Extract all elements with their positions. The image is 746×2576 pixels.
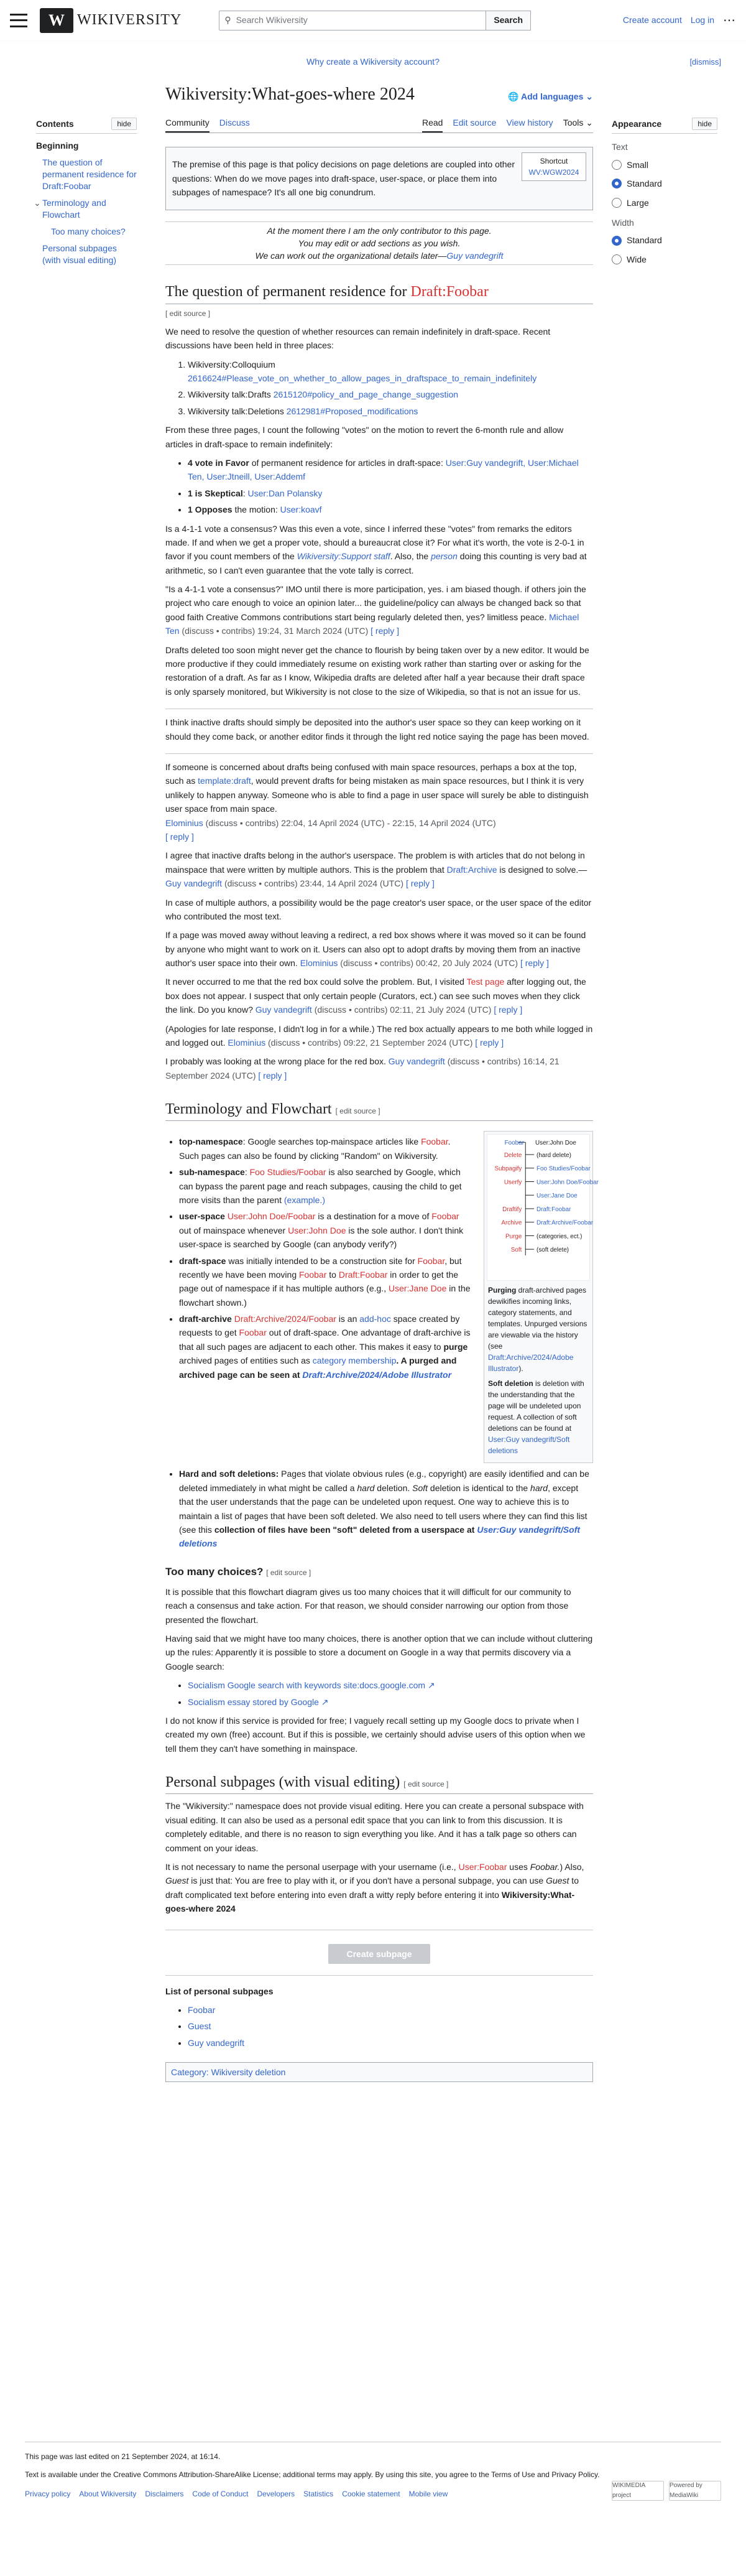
tab-discuss[interactable]: Discuss	[219, 118, 250, 128]
note-line: At the moment there I am the only contributor to this page.	[267, 225, 492, 236]
text: I probably was looking at the wrong place for the red box.	[165, 1056, 389, 1067]
user-links[interactable]: User:Guy vandegrift, User:Michael Ten, User:Jtneill, User:Addemf	[188, 457, 579, 482]
toc-title: Contents	[36, 119, 74, 129]
adobe-illustrator-archive-link[interactable]: Draft:Archive/2024/Adobe Illustrator	[488, 1353, 574, 1374]
paragraph: Having said that we might have too many choices, there is another option that we can include without cluttering up the rules: Apparently it is possible to store a document on Google in a way that permits discovery via a Google search:	[165, 1634, 593, 1672]
test-page-link[interactable]: Test page	[466, 977, 505, 987]
figure-caption	[488, 1378, 589, 1456]
radio-label: Wide	[627, 254, 647, 264]
tab-read[interactable]: Read	[422, 114, 443, 133]
text: was initially intended to be a construction site for	[226, 1255, 418, 1266]
paragraph	[165, 1860, 593, 1916]
heading-text: Terminology and Flowchart	[165, 1101, 332, 1118]
signature-link[interactable]: Guy vandegrift	[446, 251, 504, 261]
text: hard	[357, 1482, 375, 1493]
text: . A purged and archived page can be seen at	[179, 1355, 457, 1380]
flow-target-label: (categories, ect.)	[536, 1233, 583, 1240]
text: deletion is identical to the	[428, 1482, 531, 1493]
tab-edit-source[interactable]: Edit source	[453, 118, 497, 128]
signature-link[interactable]: Elominius	[300, 958, 338, 969]
radio-label: Standard	[627, 179, 662, 189]
list-item	[179, 1254, 471, 1310]
appearance-hide-button[interactable]: hide	[692, 118, 717, 130]
person-link[interactable]: person	[431, 551, 458, 562]
signature-meta: (discuss • contribs) 02:11, 21 July 2024 (UTC)	[314, 1005, 492, 1015]
wikimedia-badge[interactable]: WIKIMEDIA project	[612, 2481, 664, 2501]
flow-action-label: Archive	[501, 1220, 522, 1227]
flow-action-label: Purge	[505, 1233, 522, 1240]
text: . Also, the	[390, 551, 431, 562]
deletion-list	[179, 1467, 593, 1550]
text: Guest	[165, 1876, 189, 1886]
heading-text: Personal subpages (with visual editing)	[165, 1774, 400, 1791]
draft-foobar-link[interactable]: Draft:Foobar	[338, 1269, 388, 1280]
draft-archive-link[interactable]: Draft:Archive	[446, 864, 497, 875]
caption-term: Purging	[488, 1286, 517, 1295]
flow-target-label: (soft delete)	[536, 1247, 569, 1254]
flow-action-label: Soft	[510, 1247, 522, 1254]
external-link-icon: ↗	[427, 1680, 435, 1691]
caption-text: draft-archived pages dewikifies incoming links, category statements, and templates. Unpurged versions are viewable via the history (see	[488, 1286, 587, 1351]
comment	[165, 753, 593, 844]
term: purge	[443, 1341, 468, 1352]
footer-link[interactable]: Developers	[257, 2490, 295, 2499]
flow-target-label[interactable]: Draft:Foobar	[536, 1206, 571, 1214]
reply-link[interactable]: [ reply ]	[258, 1070, 287, 1081]
text: If someone is concerned about drafts being confused with main space resources, perhaps a box at the top, such as	[165, 761, 577, 786]
subpage-link[interactable]: Foobar	[188, 2004, 216, 2015]
signature-meta: (discuss • contribs) 22:04, 14 April 2024 (UTC) - 22:15, 14 April 2024 (UTC)	[205, 817, 496, 828]
text: If a page was moved away without leaving a redirect, a red box shows where it was moved so it can be found by anyone who might want to work on it. Users can also opt to adopt drafts by moving them from an inactive author's user space into their own.	[165, 930, 586, 969]
comment	[165, 1022, 593, 1050]
section-heading-permanent-residence	[165, 282, 593, 304]
section-heading-terminology	[165, 1100, 593, 1121]
subpage-link[interactable]: Guy vandegrift	[188, 2037, 245, 2048]
category-label-link[interactable]: Category:	[171, 2067, 211, 2078]
appearance-title: Appearance	[612, 119, 662, 129]
foobar-link[interactable]: Foobar	[239, 1328, 267, 1338]
list-item	[179, 1135, 471, 1163]
list-item	[188, 2036, 593, 2050]
list-item	[188, 404, 593, 418]
term: Hard and soft deletions:	[179, 1469, 279, 1479]
tab-view-history[interactable]: View history	[506, 118, 553, 128]
site-logo[interactable]	[40, 8, 182, 33]
create-subpage-button[interactable]: Create subpage	[328, 1944, 430, 1964]
comment: In case of multiple authors, a possibility would be the page creator's user space, or the user space of the editor who contributed the most text.	[165, 897, 592, 921]
discussion-list	[188, 358, 593, 419]
foobar-link[interactable]: Foobar	[421, 1137, 448, 1147]
tab-tools[interactable]: Tools ⌄	[563, 118, 593, 128]
tab-community[interactable]: Community	[165, 114, 210, 133]
foobar-link[interactable]: Foobar	[299, 1269, 327, 1280]
text: is the sole author. I don't think user-space is searched by Google (can anybody verify?)	[179, 1225, 464, 1250]
signature-link[interactable]: Elominius	[228, 1038, 266, 1048]
toc-item-terminology-label: Terminology and Flowchart	[42, 197, 106, 220]
caption-text: is deletion with the understanding that the page will be undeleted upon request. A collection of soft deletions can be found at	[488, 1379, 584, 1433]
category-link[interactable]: Wikiversity deletion	[211, 2067, 286, 2078]
text: I agree that inactive drafts belong in the author's userspace. The problem is with articles that do not belong in mainspace that were written by multiple authors. This is the problem that	[165, 850, 585, 875]
paragraph: It is possible that this flowchart diagram gives us too many choices that it will difficult for our community to reach a consensus and take action. For that reason, we should consider narrowing our option from those presented the flowchart.	[165, 1586, 571, 1625]
table-of-contents	[36, 117, 137, 271]
text: , except that the user understands that the page can be undeleted upon request. One way to achieve this is to maintain a list of pages that have been soft deleted. We also need to tell users where they can find this list (see this	[179, 1482, 587, 1535]
paragraph: We need to resolve the question of whether resources can remain indefinitely in draft-space. Recent discussions have been held in three places:	[165, 326, 551, 351]
personal-tools	[623, 11, 736, 30]
text: hard	[530, 1482, 548, 1493]
signature-link[interactable]: Guy vandegrift	[165, 878, 223, 889]
toc-hide-button[interactable]: hide	[111, 118, 137, 130]
personal-subpage-list	[188, 2003, 593, 2050]
category-box	[165, 2062, 593, 2082]
tools-label: Tools	[563, 118, 584, 128]
text: after logging out, the box does not appear. I suspect that only certain people (Curators, ect.) can see such moves when they click the link. Do you know?	[165, 977, 586, 1015]
contributor-note	[165, 221, 593, 266]
footer-link[interactable]: Mobile view	[408, 2490, 448, 2499]
list-text: Wikiversity talk:Drafts	[188, 389, 274, 400]
text: deletion.	[374, 1482, 413, 1493]
signature-meta: (discuss • contribs) 23:44, 14 April 2024 (UTC)	[224, 878, 404, 889]
flow-target-label[interactable]: User:Jane Doe	[536, 1193, 578, 1200]
text: . Such pages can also be found by clicking "Random" on Wikiversity.	[179, 1137, 451, 1161]
search-input[interactable]	[219, 11, 486, 30]
reply-link[interactable]: [ reply ]	[165, 831, 194, 842]
flow-top-left[interactable]: Foobar	[504, 1140, 524, 1147]
vote-label: 1 is Skeptical	[188, 488, 243, 498]
user-link[interactable]: User:Dan Polansky	[247, 488, 323, 498]
width-label: Width	[612, 217, 634, 228]
soft-deletions-link[interactable]: User:Guy vandegrift/Soft deletions	[179, 1524, 581, 1549]
add-hoc-link[interactable]: add-hoc	[359, 1314, 391, 1324]
text: is designed to solve.—	[497, 864, 587, 875]
signature-meta: (discuss • contribs) 00:42, 20 July 2024 (UTC)	[340, 958, 518, 969]
discussion-link[interactable]: 2616624#Please_vote_on_whether_to_allow_pages_in_draftspace_to_remain_indefinitely	[188, 373, 537, 383]
intro-box	[165, 147, 593, 210]
discussion-link[interactable]: 2612981#Proposed_modifications	[286, 406, 418, 416]
text: is just that: You are free to play with it, or if you don't have a personal subpage, you can use	[188, 1876, 546, 1886]
radio-selected-icon[interactable]	[612, 179, 622, 188]
foo-studies-link[interactable]: Foo Studies/Foobar	[249, 1167, 326, 1178]
flow-target-label[interactable]: User:John Doe/Foobar	[536, 1179, 599, 1186]
radio-selected-icon[interactable]	[612, 236, 622, 246]
flow-action-label: Draftify	[502, 1206, 522, 1214]
width-wide[interactable]	[612, 253, 717, 266]
radio-label: Small	[627, 159, 649, 170]
list-item	[179, 1312, 471, 1382]
flow-target-label[interactable]: Foo Studies/Foobar	[536, 1166, 591, 1173]
votes-list	[188, 456, 593, 517]
paragraph: From these three pages, I count the following "votes" on the motion to revert the 6-month rule and allow articles in draft-space to remain indefinitely:	[165, 425, 564, 449]
more-options-icon[interactable]: ⋯	[723, 13, 736, 27]
paragraph: The "Wikiversity:" namespace does not provide visual editing. Here you can create a personal subspace with visual editing. It can also be used as a personal edit space that you can link to from this discussion. It is completely editable, and there is no reason to sign everything you like. And it has a talk page so others can comment on your ideas.	[165, 1801, 584, 1853]
reply-link[interactable]: [ reply ]	[405, 878, 435, 889]
comment	[165, 582, 593, 638]
footer-link[interactable]: Code of Conduct	[192, 2490, 249, 2499]
list-text: Wikiversity:Colloquium	[188, 359, 275, 370]
mediawiki-badge[interactable]: Powered by MediaWiki	[669, 2481, 721, 2501]
list-item	[188, 2003, 593, 2017]
vote-label: 1 Opposes	[188, 505, 233, 515]
list-item	[188, 388, 593, 401]
signature-link[interactable]: Guy vandegrift	[255, 1005, 312, 1015]
external-link-icon: ↗	[321, 1696, 329, 1707]
text-size-small[interactable]	[612, 158, 717, 172]
vote-text: :	[242, 488, 248, 498]
foobar-link[interactable]: Foobar	[417, 1255, 445, 1266]
external-link[interactable]: Socialism Google search with keywords site:docs.google.com	[188, 1680, 426, 1691]
search-form	[219, 11, 531, 30]
reply-link[interactable]: [ reply ]	[475, 1038, 504, 1048]
toc-header	[36, 117, 137, 134]
google-links-list	[188, 1678, 593, 1709]
radio-label: Large	[627, 197, 649, 208]
toc-item-beginning[interactable]: Beginning	[36, 141, 79, 151]
support-staff-link[interactable]: Wikiversity:Support staff	[297, 551, 390, 562]
text: out of mainspace whenever	[179, 1225, 288, 1235]
list-item	[179, 1467, 593, 1550]
paragraph: I do not know if this service is provided for free; I vaguely recall setting up my Google docs to private when I created my own (free) account. But if this is possible, we certainly should advise users of this option when we tell them they can't have something in mainspace.	[165, 1716, 586, 1754]
translate-icon: 🌐	[508, 91, 522, 101]
adobe-illustrator-archive-link[interactable]: Draft:Archive/2024/Adobe Illustrator	[302, 1369, 452, 1380]
text: Guest	[546, 1876, 569, 1886]
note-line: You may edit or add sections as you wish.	[298, 238, 461, 248]
external-link[interactable]: Socialism essay stored by Google	[188, 1696, 319, 1707]
signature-meta: (discuss • contribs) 19:24, 31 March 2024 (UTC)	[182, 626, 369, 636]
signature-link[interactable]: Michael Ten	[165, 611, 579, 636]
text: collection of files have been "soft" deleted from a userspace at	[214, 1524, 477, 1535]
create-account-link[interactable]: Create account	[622, 15, 682, 26]
footer-link[interactable]: Statistics	[303, 2490, 334, 2499]
list-item	[179, 1209, 471, 1251]
text: Foobar.	[530, 1861, 560, 1872]
flowchart-diagram[interactable]	[487, 1134, 599, 1281]
vote-text: of permanent residence for articles in draft-space:	[249, 457, 446, 468]
search-placeholder: Search Wikiversity	[236, 15, 308, 26]
term: top-namespace	[179, 1137, 243, 1147]
text: "Is a 4-1-1 vote a consensus?" IMO until there is more participation, yes. i am biased though. if others join the project who care enough to voice an opinion later... the guideline/policy can always be changed back so that good faith Creative Commons contributions start being regularly deleted then, yes? limitless peace.	[165, 584, 586, 622]
main-content	[165, 83, 599, 2082]
text: is also searched by Google, which can bypass the parent page and reach subpages, causing the child to get more visits than the parent	[179, 1167, 462, 1205]
flowchart-figure	[484, 1131, 599, 1463]
text: archived pages of entities such as	[179, 1355, 313, 1366]
term: user-space	[179, 1211, 225, 1222]
reply-link[interactable]: [ reply ]	[371, 626, 400, 636]
toc-item-permanent-residence[interactable]: The question of permanent residence for Draft:Foobar	[42, 157, 137, 192]
paragraph: I think inactive drafts should simply be deposited into the author's user space so they can keep working on it should they come back, or another editor finds it through the light red notice saying the page has been moved.	[165, 709, 593, 743]
term: draft-archive	[179, 1314, 232, 1324]
paragraph	[165, 522, 593, 578]
list-item	[188, 2019, 593, 2033]
appearance-panel	[612, 117, 717, 271]
search-icon: ⚲	[224, 15, 231, 26]
caption-term: Soft deletion	[488, 1379, 533, 1388]
list-text: Wikiversity talk:Deletions	[188, 406, 287, 416]
user-foobar-link[interactable]: User:Foobar	[458, 1861, 507, 1872]
text: It never occurred to me that the red box could solve the problem. But, I visited	[165, 977, 467, 987]
soft-deletions-link[interactable]: User:Guy vandegrift/Soft deletions	[488, 1435, 570, 1456]
text: , would prevent drafts for being mistaken as main space resources, but I think it is very unlikely to happen anyway. Someone who is able to find a page in user space will surely be able to distinguish user space from main space.	[165, 776, 589, 814]
radio-icon[interactable]	[612, 254, 622, 264]
category-membership-link[interactable]: category membership	[312, 1355, 397, 1366]
list-item	[188, 456, 593, 484]
signature-link[interactable]: Guy vandegrift	[388, 1056, 445, 1067]
intro-text: The premise of this page is that policy decisions on page deletions are coupled into other questions: When do we move pages into draft-space, user-space, or place them into subpages of namespace? It's all one big conundrum.	[172, 159, 515, 198]
footer-link[interactable]: Cookie statement	[342, 2490, 400, 2499]
edit-section-link[interactable]: [ edit source ]	[403, 1780, 449, 1789]
comment	[165, 928, 593, 970]
comment	[165, 1054, 593, 1082]
list-item	[188, 486, 593, 500]
text: is a destination for a move of	[315, 1211, 432, 1222]
page-title: Wikiversity:What-goes-where 2024	[165, 85, 415, 104]
text: ) Also,	[560, 1861, 584, 1872]
figure-caption	[488, 1285, 589, 1374]
footer-link[interactable]: About Wikiversity	[79, 2490, 137, 2499]
heading-text: The question of permanent residence for	[165, 284, 411, 300]
flow-action-label: Userfy	[504, 1179, 522, 1186]
comment	[165, 975, 593, 1016]
page-footer	[25, 2442, 721, 2501]
chevron-down-icon[interactable]: ⌄	[34, 197, 41, 208]
text: to	[326, 1269, 339, 1280]
user-john-doe-foobar-link[interactable]: User:John Doe/Foobar	[227, 1211, 316, 1222]
list-item	[188, 503, 593, 516]
subpage-link[interactable]: Guest	[188, 2021, 211, 2032]
vote-label: 4 vote in Favor	[188, 457, 249, 468]
shortcut-box	[522, 152, 586, 181]
dismiss-notice-link[interactable]: [dismiss]	[689, 57, 721, 67]
term: draft-space	[179, 1255, 226, 1266]
main-menu-button[interactable]	[10, 14, 27, 27]
flow-target-label: (hard delete)	[536, 1152, 571, 1160]
list-item	[188, 1695, 593, 1709]
width-standard[interactable]	[612, 233, 717, 247]
edit-section-link[interactable]: [ edit source ]	[165, 309, 211, 318]
logo-wordmark: WIKIVERSITY	[77, 12, 182, 29]
section-heading-too-many-choices	[165, 1563, 593, 1580]
footer-badges	[612, 2481, 721, 2501]
draft-archive-foobar-link[interactable]: Draft:Archive/2024/Foobar	[234, 1314, 336, 1324]
edit-section-link[interactable]: [ edit source ]	[266, 1568, 311, 1577]
footer-link[interactable]: Privacy policy	[25, 2490, 71, 2499]
terminology-list	[165, 1131, 471, 1463]
draft-foobar-link[interactable]: Draft:Foobar	[410, 284, 489, 300]
term: sub-namespace	[179, 1167, 245, 1178]
shortcut-link[interactable]: WV:WGW2024	[528, 168, 579, 177]
caption-text: ).	[518, 1364, 523, 1374]
wikiversity-logo-icon: W	[40, 8, 73, 33]
last-edited: This page was last edited on 21 September 2024, at 16:14.	[25, 2452, 221, 2461]
divider	[165, 1975, 593, 1976]
foobar-link[interactable]: Foobar	[431, 1211, 459, 1222]
text: Pages that violate obvious rules (e.g., copyright) are easily identified and can be deleted immediately in what might be called a	[179, 1469, 589, 1493]
template-draft-link[interactable]: template:draft	[198, 776, 251, 786]
paragraph: Drafts deleted too soon might never get the chance to flourish by being taken over by a new editor. It would be more productive if they could immediately resume on existing work rather than starting over or asking for the restoration of a draft. As far as I know, Wikipedia drafts are deleted after half a year because their draft space is only sparsely monitored, but Wikiversity is not close to the size of Wikipedia, so that is not an issue for us.	[165, 644, 589, 697]
user-jane-doe-link[interactable]: User:Jane Doe	[388, 1283, 447, 1294]
flow-target-label[interactable]: Draft:Archive/Foobar	[536, 1220, 594, 1227]
text: (Apologies for late response, I didn't log in for a while.) The red box actually appears to me both while logged in and logged out.	[165, 1023, 593, 1048]
example-link[interactable]: (example.)	[283, 1194, 326, 1205]
note-text: We can work out the organizational details later—	[255, 251, 447, 261]
list-item	[179, 1165, 471, 1207]
reply-link[interactable]: [ reply ]	[520, 958, 549, 969]
discussion-link[interactable]: 2615120#policy_and_page_change_suggestion	[273, 389, 459, 400]
toc-item-too-many-choices[interactable]: Too many choices?	[51, 226, 126, 236]
reply-link[interactable]: [ reply ]	[494, 1005, 523, 1015]
text: space created by requests to get	[179, 1314, 460, 1338]
text-size-label: Text	[612, 142, 628, 152]
flow-action-label: Delete	[504, 1152, 522, 1160]
flow-top-right: User:John Doe	[535, 1140, 576, 1147]
log-in-link[interactable]: Log in	[690, 15, 714, 26]
text: out of draft-space. One advantage of draft-archive is that all such pages are adjacent to each other. This makes it easy to	[179, 1328, 471, 1352]
footer-link[interactable]: Disclaimers	[145, 2490, 184, 2499]
radio-label: Standard	[627, 235, 662, 246]
signature-meta: (discuss • contribs) 09:22, 21 September 2024 (UTC)	[268, 1038, 473, 1048]
site-notice-link[interactable]: Why create a Wikiversity account?	[306, 57, 440, 67]
shortcut-label: Shortcut	[540, 157, 568, 166]
text: Wikiversity:What-goes-where 2024	[165, 1889, 575, 1914]
list-item	[188, 1678, 593, 1692]
signature-link[interactable]: Elominius	[165, 817, 203, 828]
text-size-large[interactable]	[612, 196, 717, 210]
search-button[interactable]: Search	[486, 11, 531, 30]
text: is an	[336, 1314, 360, 1324]
text: Soft	[412, 1482, 428, 1493]
edit-section-link[interactable]: [ edit source ]	[335, 1107, 380, 1116]
text: Is a 4-1-1 vote a consensus? Was this even a vote, since I inferred these "votes" from remarks the editors made. If and when we get a proper vote, should a bureaucrat close it? For what it's worth, the vote is 2-0-1 in favor if you count members of the	[165, 523, 584, 562]
vote-text: the motion:	[232, 505, 280, 515]
text: , but recently we have been moving	[179, 1255, 462, 1280]
heading-text: Too many choices?	[165, 1565, 264, 1578]
list-item	[188, 358, 593, 386]
site-header	[0, 0, 746, 41]
note-line	[165, 249, 593, 262]
text: : Google searches top-mainspace articles like	[242, 1137, 421, 1147]
toc-item-personal-subpages[interactable]: Personal subpages (with visual editing)	[42, 243, 117, 265]
flow-action-label: Subpagify	[494, 1166, 522, 1173]
user-john-doe-link[interactable]: User:John Doe	[288, 1225, 346, 1235]
appearance-header	[612, 117, 717, 134]
text: doing this counting is very bad at arithmetic, so I can't even guarantee that the vote tally is correct.	[165, 551, 587, 575]
text: It is not necessary to name the personal userpage with your username (i.e.,	[165, 1861, 459, 1872]
text: :	[244, 1167, 250, 1178]
comment	[165, 849, 593, 890]
radio-icon[interactable]	[612, 160, 622, 170]
text: in order to get the page out of namespace if it has multiple authors (e.g.,	[179, 1269, 459, 1294]
text-size-standard[interactable]	[612, 177, 717, 190]
section-heading-personal-subpages	[165, 1773, 593, 1794]
page-tabs	[165, 114, 593, 133]
add-languages-label: Add languages	[521, 91, 584, 101]
site-notice	[0, 41, 746, 80]
text: to draft complicated text before entering into even draft a witty reply before entering it into	[165, 1876, 579, 1900]
radio-icon[interactable]	[612, 198, 622, 208]
toc-item-terminology[interactable]	[34, 197, 137, 221]
add-languages-button[interactable]: 🌐 Add languages ⌄	[508, 91, 593, 101]
list-title: List of personal subpages	[165, 1986, 274, 1996]
text: uses	[507, 1861, 530, 1872]
user-link[interactable]: User:koavf	[280, 505, 322, 515]
text: in the flowchart shown.)	[179, 1283, 471, 1308]
signature-meta: (discuss • contribs) 16:14, 21 September 2024 (UTC)	[165, 1056, 560, 1081]
license-text: Text is available under the Creative Commons Attribution-ShareAlike License; additional terms may apply. By using this site, you agree to the Terms of Use and Privacy Policy.	[25, 2470, 600, 2480]
terminology-block	[165, 1131, 599, 1463]
